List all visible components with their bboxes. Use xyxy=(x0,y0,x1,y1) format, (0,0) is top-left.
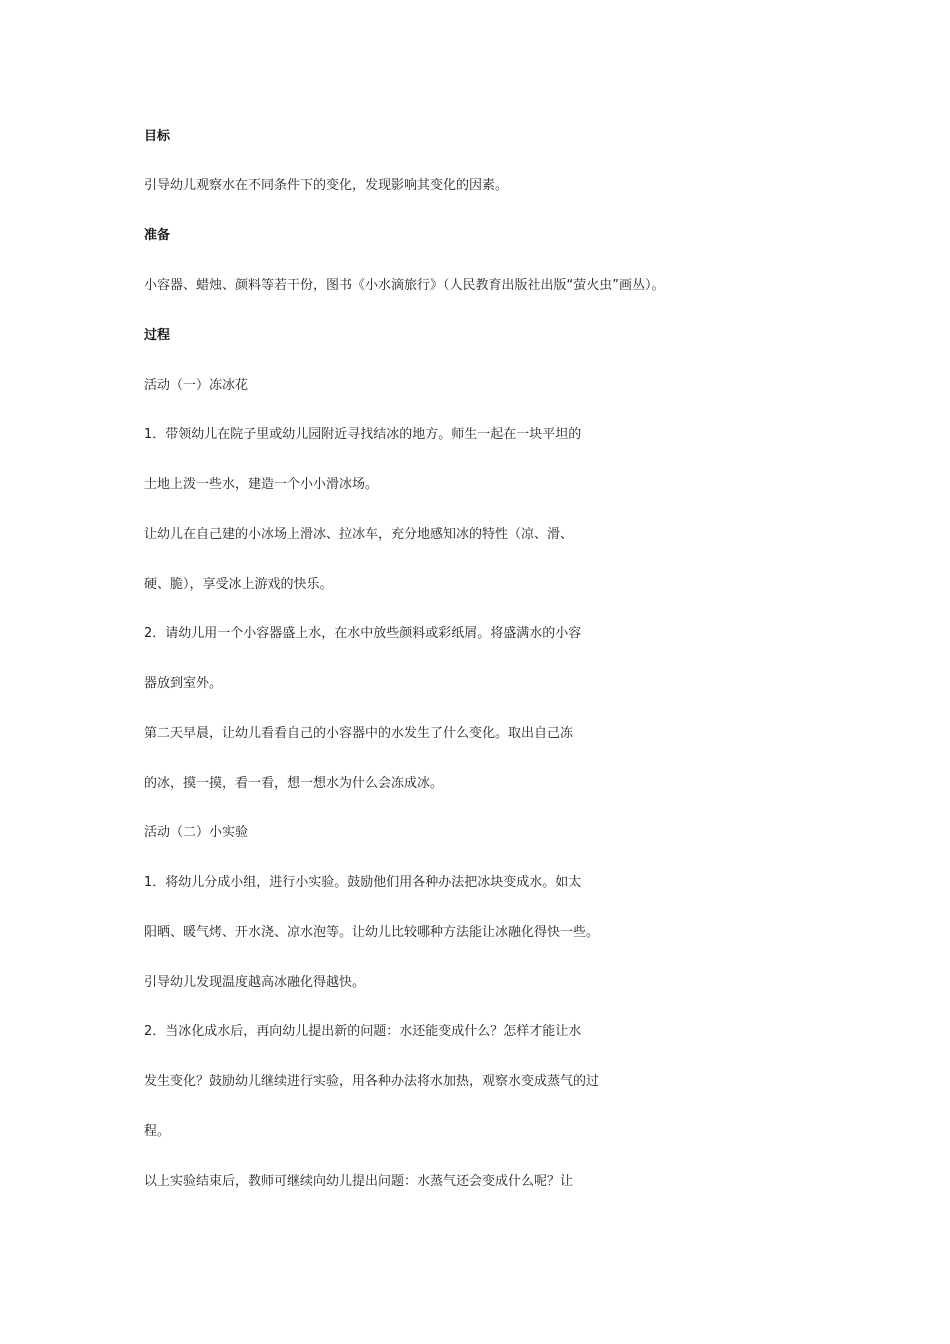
paragraph-line: 2．当冰化成水后，再向幼儿提出新的问题：水还能变成什么？怎样才能让水 xyxy=(144,1024,582,1039)
paragraph-line: 发生变化？鼓励幼儿继续进行实验，用各种办法将水加热，观察水变成蒸气的过 xyxy=(144,1074,600,1089)
paragraph-line: 2．请幼儿用一个小容器盛上水，在水中放些颜料或彩纸屑。将盛满水的小容 xyxy=(144,626,582,641)
paragraph-line: 土地上泼一些水，建造一个小小滑冰场。 xyxy=(144,477,379,492)
paragraph-line: 阳晒、暖气烤、开水浇、凉水泡等。让幼儿比较哪种方法能让冰融化得快一些。 xyxy=(144,925,600,940)
paragraph-line: 1．带领幼儿在院子里或幼儿园附近寻找结冰的地方。师生一起在一块平坦的 xyxy=(144,427,582,442)
paragraph-line: 引导幼儿观察水在不同条件下的变化，发现影响其变化的因素。 xyxy=(144,178,509,193)
activity-title: 活动（一）冻冰花 xyxy=(144,378,249,393)
paragraph-line: 1．将幼儿分成小组，进行小实验。鼓励他们用各种办法把冰块变成水。如太 xyxy=(144,875,582,890)
paragraph-line: 硬、脆），享受冰上游戏的快乐。 xyxy=(144,577,333,592)
activity-title: 活动（二）小实验 xyxy=(144,825,249,840)
paragraph-line: 程。 xyxy=(144,1124,171,1139)
section-heading-process: 过程 xyxy=(144,328,171,343)
paragraph-line: 以上实验结束后，教师可继续向幼儿提出问题：水蒸气还会变成什么呢？让 xyxy=(144,1174,574,1189)
paragraph-line: 小容器、蜡烛、颜料等若干份，图书《小水滴旅行》（人民教育出版社出版“萤火虫”画丛）。 xyxy=(144,278,665,293)
paragraph-line: 第二天早晨，让幼儿看看自己的小容器中的水发生了什么变化。取出自己冻 xyxy=(144,726,574,741)
section-heading-goal: 目标 xyxy=(144,129,171,144)
section-heading-preparation: 准备 xyxy=(144,228,171,243)
paragraph-line: 引导幼儿发现温度越高冰融化得越快。 xyxy=(144,975,366,990)
paragraph-line: 的冰，摸一摸，看一看，想一想水为什么会冻成冰。 xyxy=(144,776,444,791)
paragraph-line: 器放到室外。 xyxy=(144,676,223,691)
paragraph-line: 让幼儿在自己建的小冰场上滑冰、拉冰车，充分地感知冰的特性（凉、滑、 xyxy=(144,527,574,542)
